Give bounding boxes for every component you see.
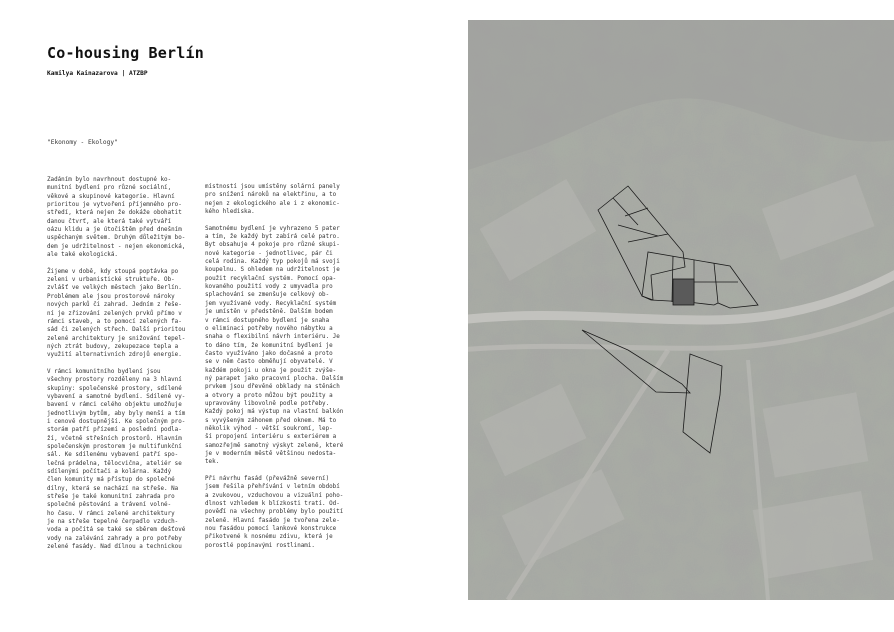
page-title: Co-housing Berlín (47, 44, 204, 62)
paragraph: Zadáním bylo navrhnout dostupné ko- munitní bydlení pro různé sociální, věkové a skupinové kategorie. Hlavní prioritou je vytvoření příjemného pro- středí, která nejen že dokáže obohatit danou čtvrť, ale která také vytváří oázu klidu a je útočištěm před dnešním uspěchaným světem. Druhým důležitým bo- dem je udržitelnost - nejen ekonomická, ale také ekologická. (47, 177, 186, 259)
course-code: ATZBP (128, 70, 148, 77)
paragraph: Při návrhu fasád (převážně severní) jsem řešila přehřívání v letním období a zvukovou, vzduchovou a vizuální poho- dlnost vzhledem k blízkosti tratí. Od- pověďí na všechny problémy bylo použití zeleně. Hlavní fasádo je tvořena zele- nou fasádou pomocí lankové konstrukce přikotvené k nosnému zdivu, která je porostlé popínavými rostlinami. (205, 476, 344, 549)
paragraph: místností jsou umístěny solární panely pro snížení nároků na elektřinu, a to nejen z ekologického ale i z ekonomic- kého hlediska. (205, 184, 340, 216)
site-plan-svg (468, 20, 894, 600)
paragraph: Samotnému bydlení je vyhrazeno 5 pater a tím, že každý byt zabírá celé patro. Byt obsahuje 4 pokoje pro různé skupi- nové kategorie - jednotlivec, pár či celá rodina. Každý typ pokojů má svoji koupelnu. S ohledem na udržitelnost je použit recyklační systém. Pomocí opa- kovaného použití vody z umyvadla pro splachování se zmenšuje celkový ob- jem využívané vody. Recyklační systém je umístěn v předstěně. Dalším bodem v rámci dostupného bydlení je snaha o eliminaci potřeby nového nábytku a snaha o flexibilní návrh interiéru. Je to dáno tím, že komunitní bydlení je často využíváno jako dočasné a proto se v něm často obměňují obyvatelé. V každém pokoji u okna je použit zvýše- ný parapet jako pracovní plocha. Dalším prvkem jsou dřevěné obklady na stěnách a otvory a proto můžou být použity a upravovány libovolně podle potřeby. Každý pokoj má výstup na vlastní balkón s vyvýšeným záhonem před oknem. Má to několik výhod - větší soukromí, lep- ší propojení interiéru s exteriérem a samozřejmě samotný výskyt zeleně, které je v moderním městě většinou nedosta- tek. (205, 225, 344, 466)
text-column-right (205, 183, 355, 558)
byline (47, 70, 148, 77)
byline-separator: | (121, 70, 126, 77)
author-name: Kamilya Kainazarova (47, 70, 118, 77)
text-column-left (47, 176, 197, 560)
theme-tag: "Ekonomy - Ekology" (47, 139, 118, 146)
highlighted-unit (673, 279, 694, 305)
site-aerial-map (468, 20, 894, 600)
paragraph: Žijeme v době, kdy stoupá poptávka po zeleni v urbanistické struktuře. Ob- zvlášť ve velkých městech jako Berlín. Problémem ale jsou prostorové nároky nových parků či zahrad. Jedním z řeše- ní je zřizování zelených prvků přímo v rámci staveb, a to pomocí zelených fa- sád či zelených střech. Další prioritou zelené architektury je snižování tepel- ných ztrát budovy, zekupezace tepla a využití alternativních zdrojů energie. (47, 268, 186, 359)
paragraph: V rámci komunitního bydlení jsou všechny prostory rozděleny na 3 hlavní skupiny: společenské prostory, sdílené vybavení a samotné bydlení. Sdílené vy- bavení v rámci celého objektu umožňuje jednotlivým bytům, aby byly menší a tím i cenově dostupnější. Ke společným pro- storám patří přízemí a poslední podla- ží, včetně střešních prostorů. Hlavním společenským prostorem je multifunkční sál. Ke sdílenému vybavení patří spo- lečná prádelna, tělocvična, ateliér se sdílenými počítači a kolárna. Každý člen komunity má přístup do společné dílny, která se nachází na střeše. Na střeše je také komunitní zahrada pro společné pěstování a trávení volné- ho času. V rámci zelené architektury je na střeše tepelné čerpadlo vzduch- voda a počítá se také se sběrem dešťové vody na zalévání zahrady a pro potřeby zelené fasády. Nad dílnou a technickou (47, 368, 186, 551)
